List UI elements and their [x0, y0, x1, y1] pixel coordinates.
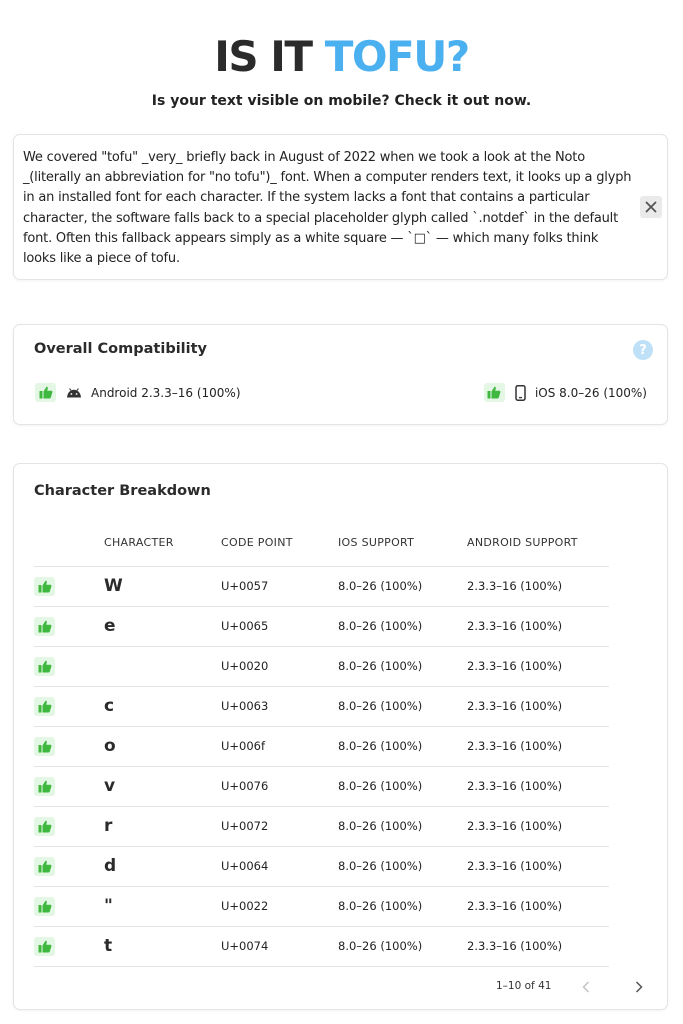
android-support-cell: 2.3.3–16 (100%) — [467, 566, 609, 606]
thumbs-up-icon — [34, 657, 55, 676]
android-compatibility — [35, 383, 241, 402]
thumbs-up-icon — [34, 617, 55, 636]
android-support-cell: 2.3.3–16 (100%) — [467, 646, 609, 686]
ios-support-cell: 8.0–26 (100%) — [338, 566, 467, 606]
thumbs-up-icon — [484, 383, 505, 402]
code-point-cell: U+0020 — [221, 646, 338, 686]
ios-support-cell: 8.0–26 (100%) — [338, 686, 467, 726]
column-header-code-point: CODE POINT — [221, 520, 338, 566]
thumbs-up-icon — [34, 697, 55, 716]
status-cell — [34, 646, 104, 686]
table-row — [34, 606, 609, 646]
table-row — [34, 726, 609, 766]
ios-compatibility — [484, 383, 647, 402]
question-icon[interactable]: ? — [633, 340, 653, 360]
character-table — [34, 520, 609, 967]
status-cell — [34, 566, 104, 606]
character-cell: e — [104, 606, 221, 646]
column-header-ios-support: IOS SUPPORT — [338, 520, 467, 566]
code-point-cell: U+0063 — [221, 686, 338, 726]
breakdown-title: Character Breakdown — [34, 483, 211, 499]
character-cell: d — [104, 846, 221, 886]
code-point-cell: U+0076 — [221, 766, 338, 806]
status-cell — [34, 766, 104, 806]
thumbs-up-icon — [34, 737, 55, 756]
android-support-cell: 2.3.3–16 (100%) — [467, 846, 609, 886]
logo-part-blue: TOFU? — [324, 32, 469, 81]
pagination — [0, 972, 683, 1002]
clear-button[interactable] — [640, 196, 662, 218]
status-cell — [34, 686, 104, 726]
phone-icon — [515, 385, 526, 401]
character-cell: v — [104, 766, 221, 806]
table-row — [34, 846, 609, 886]
table-row — [34, 566, 609, 606]
status-cell — [34, 806, 104, 846]
ios-support-cell: 8.0–26 (100%) — [338, 886, 467, 926]
character-cell: W — [104, 566, 221, 606]
table-row — [34, 886, 609, 926]
code-point-cell: U+0057 — [221, 566, 338, 606]
column-header-android-support: ANDROID SUPPORT — [467, 520, 609, 566]
status-cell — [34, 726, 104, 766]
text-input[interactable]: We covered "tofu" _very_ briefly back in August of 2022 when we took a look at the Noto _(literally an abbreviation for "no tofu")_ font. When a computer renders text, it looks up a glyph in an installed font for each character. If the system lacks a font that contains a particular character, the software falls back to a special placeholder glyph called `.notdef` in the default font. Often this fallback appears simply as a white square — `□` — which many folks think looks like a piece of tofu. — [23, 150, 632, 267]
ios-support-cell: 8.0–26 (100%) — [338, 926, 467, 966]
status-cell — [34, 926, 104, 966]
thumbs-up-icon — [35, 383, 56, 402]
ios-support-cell: 8.0–26 (100%) — [338, 726, 467, 766]
status-cell — [34, 846, 104, 886]
column-header-character: CHARACTER — [104, 520, 221, 566]
code-point-cell: U+0065 — [221, 606, 338, 646]
thumbs-up-icon — [34, 777, 55, 796]
status-cell — [34, 606, 104, 646]
character-cell: r — [104, 806, 221, 846]
column-header-status — [34, 520, 104, 566]
chevron-right-icon[interactable] — [629, 977, 649, 997]
thumbs-up-icon — [34, 817, 55, 836]
status-cell — [34, 886, 104, 926]
ios-support-cell: 8.0–26 (100%) — [338, 806, 467, 846]
logo-part-dark: IS IT — [214, 32, 312, 81]
ios-compat-label: iOS 8.0–26 (100%) — [534, 385, 647, 400]
character-cell: c — [104, 686, 221, 726]
tagline: Is your text visible on mobile? Check it out now. — [151, 93, 532, 109]
android-support-cell: 2.3.3–16 (100%) — [467, 806, 609, 846]
android-support-cell: 2.3.3–16 (100%) — [467, 726, 609, 766]
thumbs-up-icon — [34, 937, 55, 956]
text-input-card — [13, 134, 668, 280]
android-support-cell: 2.3.3–16 (100%) — [467, 926, 609, 966]
compatibility-title: Overall Compatibility — [34, 341, 207, 357]
table-row — [34, 766, 609, 806]
ios-support-cell: 8.0–26 (100%) — [338, 846, 467, 886]
character-cell: o — [104, 726, 221, 766]
thumbs-up-icon — [34, 577, 55, 596]
code-point-cell: U+006f — [221, 726, 338, 766]
pagination-label: 1–10 of 41 — [496, 980, 552, 992]
ios-support-cell: 8.0–26 (100%) — [338, 606, 467, 646]
thumbs-up-icon — [34, 897, 55, 916]
android-compat-label: Android 2.3.3–16 (100%) — [91, 385, 241, 400]
android-support-cell: 2.3.3–16 (100%) — [467, 606, 609, 646]
table-row — [34, 926, 609, 966]
close-icon — [645, 198, 657, 217]
character-cell: t — [104, 926, 221, 966]
character-cell — [104, 646, 221, 686]
table-row — [34, 686, 609, 726]
ios-support-cell: 8.0–26 (100%) — [338, 646, 467, 686]
character-cell: " — [104, 886, 221, 926]
logo — [0, 32, 683, 81]
character-breakdown-card — [13, 463, 668, 1010]
table-row — [34, 646, 609, 686]
android-icon — [66, 388, 82, 398]
table-row — [34, 806, 609, 846]
chevron-left-icon[interactable] — [576, 977, 596, 997]
android-support-cell: 2.3.3–16 (100%) — [467, 686, 609, 726]
thumbs-up-icon — [34, 857, 55, 876]
ios-support-cell: 8.0–26 (100%) — [338, 766, 467, 806]
code-point-cell: U+0072 — [221, 806, 338, 846]
table-header-row — [34, 520, 609, 566]
code-point-cell: U+0022 — [221, 886, 338, 926]
android-support-cell: 2.3.3–16 (100%) — [467, 766, 609, 806]
overall-compatibility-card — [13, 324, 668, 425]
code-point-cell: U+0064 — [221, 846, 338, 886]
android-support-cell: 2.3.3–16 (100%) — [467, 886, 609, 926]
code-point-cell: U+0074 — [221, 926, 338, 966]
